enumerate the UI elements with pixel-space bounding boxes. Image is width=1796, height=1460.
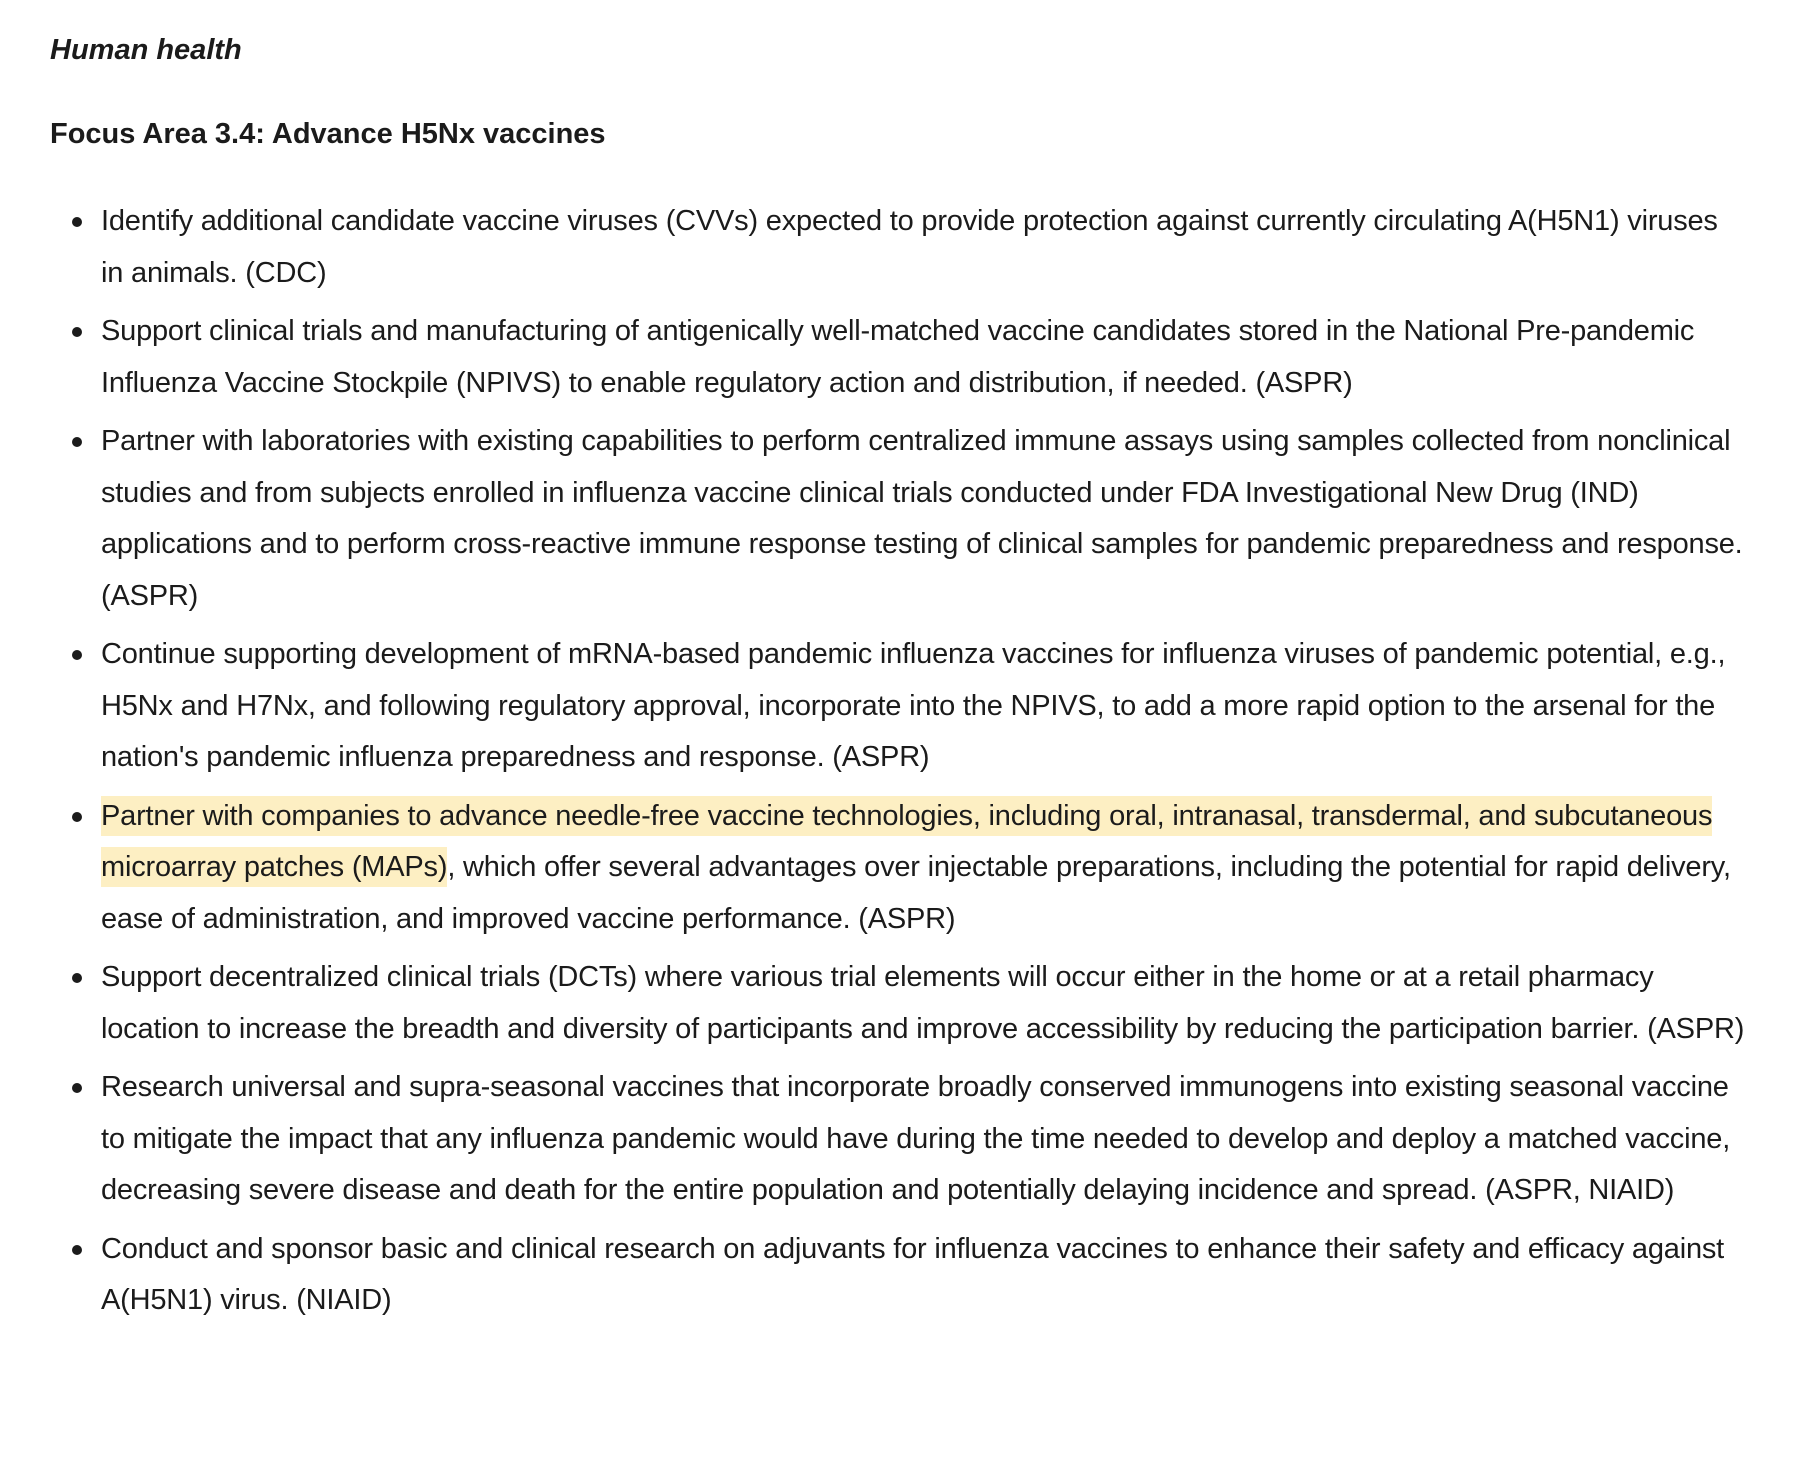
list-item [50,416,1746,622]
highlighted-text[interactable]: Partner with companies to advance needle-free vaccine technologies, including oral, intranasal, transdermal, and subcutaneous microarray patches (MAPs) [101,796,1712,888]
bullet-icon [72,327,82,337]
list-item-text: , which offer several advantages over injectable preparations, including the potential for rapid delivery, ease of administration, and improved vaccine performance. (ASPR) [101,851,1731,935]
focus-area-title: Focus Area 3.4: Advance H5Nx vaccines [50,118,606,150]
list-item-text: Research universal and supra-seasonal vaccines that incorporate broadly conserved immunogens into existing seasonal vaccine to mitigate the impact that any influenza pandemic would have during the time needed to develop and deploy a matched vaccine, decreasing severe disease and death for the entire population and potentially delaying incidence and spread. (ASPR, NIAID) [101,1071,1731,1206]
list-item [50,196,1746,299]
bullet-icon [72,1083,82,1093]
list-item-text: Conduct and sponsor basic and clinical research on adjuvants for influenza vaccines to enhance their safety and efficacy against A(H5N1) virus. (NIAID) [101,1232,1725,1316]
list-item [50,1224,1746,1327]
list-item-text: Support decentralized clinical trials (DCTs) where various trial elements will occur either in the home or at a retail pharmacy location to increase the breadth and diversity of participants and improve accessibility by reducing the participation barrier. (ASPR) [101,961,1745,1045]
list-item-text: Identify additional candidate vaccine viruses (CVVs) expected to provide protection against currently circulating A(H5N1) viruses in animals. (CDC) [101,205,1718,289]
list-item [50,629,1746,784]
list-item-text: Partner with laboratories with existing capabilities to perform centralized immune assays using samples collected from nonclinical studies and from subjects enrolled in influenza vaccine clinical trials conducted under FDA Investigational New Drug (IND) applications and to perform cross-reactive immune response testing of clinical samples for pandemic preparedness and response. (ASPR) [101,425,1743,612]
section-label: Human health [50,34,242,66]
action-list [50,196,1746,1327]
bullet-icon [72,973,82,983]
list-item [50,1062,1746,1217]
list-item-text: Support clinical trials and manufacturing of antigenically well-matched vaccine candidates stored in the National Pre-pandemic Influenza Vaccine Stockpile (NPIVS) to enable regulatory action and distribution, if needed. (ASPR) [101,315,1695,399]
bullet-icon [72,650,82,660]
bullet-icon [72,437,82,447]
bullet-icon [72,1245,82,1255]
list-item [50,306,1746,409]
list-item [50,952,1746,1055]
list-item-highlighted [50,791,1746,946]
bullet-icon [72,217,82,227]
list-item-text: Continue supporting development of mRNA-based pandemic influenza vaccines for influenza viruses of pandemic potential, e.g., H5Nx and H7Nx, and following regulatory approval, incorporate into the NPIVS, to add a more rapid option to the arsenal for the nation's pandemic influenza preparedness and response. (ASPR) [101,638,1726,773]
bullet-icon [72,812,82,822]
